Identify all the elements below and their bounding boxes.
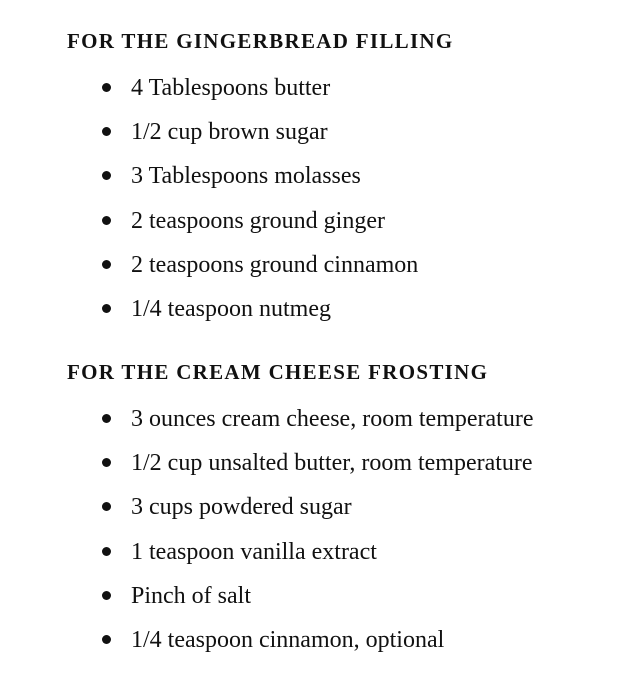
ingredient-text: 1 teaspoon vanilla extract [131,538,377,565]
ingredient-text: 1/4 teaspoon cinnamon, optional [131,626,445,653]
ingredient-text: 1/2 cup unsalted butter, room temperature [131,450,533,477]
ingredient-text: 3 Tablespoons molasses [131,163,361,190]
gingerbread-filling-heading: FOR THE GINGERBREAD FILLING [67,29,454,53]
bullet-icon [102,127,111,136]
ingredient-text: 2 teaspoons ground cinnamon [131,251,419,278]
ingredient-text: 2 teaspoons ground ginger [131,207,385,234]
bullet-icon [102,458,111,467]
bullet-icon [102,216,111,225]
ingredient-text: 4 Tablespoons butter [131,75,331,101]
bullet-icon [102,547,111,556]
bullet-icon [102,502,111,511]
ingredient-text: Pinch of salt [131,582,251,609]
bullet-icon [102,304,111,313]
bullet-icon [102,171,111,180]
ingredient-text: 1/4 teaspoon nutmeg [131,295,331,322]
bullet-icon [102,414,111,423]
bullet-icon [102,591,111,600]
bullet-icon [102,635,111,644]
bullet-icon [102,83,111,92]
ingredient-text: 3 ounces cream cheese, room temperature [131,406,534,432]
bullet-icon [102,260,111,269]
ingredient-text: 3 cups powdered sugar [131,494,352,521]
ingredient-text: 1/2 cup brown sugar [131,119,328,146]
cream-cheese-frosting-heading: FOR THE CREAM CHEESE FROSTING [67,360,489,384]
